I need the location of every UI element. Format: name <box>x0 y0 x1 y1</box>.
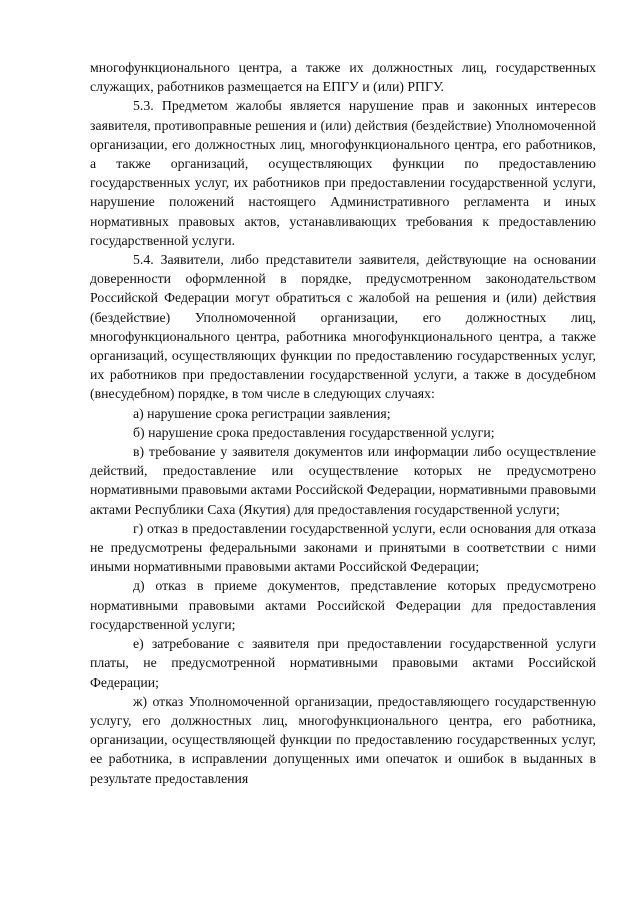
list-item-e: е) затребование с заявителя при предоставлении государственной услуги платы, не предусмотренной нормативными правовыми актами Российской Федерации; <box>90 636 596 690</box>
list-item-zh: ж) отказ Уполномоченной организации, предоставляющего государственную услугу, его должностных лиц, многофункционального центра, его работника, организации, осуществляющей функции по предоставлению государственных услуг, ее работника, в исправлении допущенных ими опечаток и ошибок в выданных в результате предоставления <box>90 693 596 786</box>
paragraph-5-4: 5.4. Заявители, либо представители заявителя, действующие на основании доверенности оформленной в порядке, предусмотренном законодательством Российской Федерации могут обратиться с жалобой на решения и (или) действия (бездействие) Уполномоченной организации, его должностных лиц, многофункционального центра, работника многофункционального центра, а также организаций, осуществляющих функции по предоставлению государственных услуг, их работников при предоставлении государственной услуги, а также в досудебном (внесудебном) порядке, в том числе в следующих случаях: <box>90 252 596 402</box>
list-item-a: а) нарушение срока регистрации заявления; <box>133 405 391 421</box>
paragraph-continuation: многофункционального центра, а также их должностных лиц, государственных служащих, работников размещается на ЕПГУ и (или) РПГУ. <box>90 60 596 95</box>
document-page <box>90 58 596 788</box>
list-item-b: б) нарушение срока предоставления государственной услуги; <box>133 424 495 440</box>
paragraph-5-3: 5.3. Предметом жалобы является нарушение прав и законных интересов заявителя, противоправные решения и (или) действия (бездействие) Уполномоченной организации, его должностных лиц, многофункционального центра, его работников, а также организаций, осуществляющих функции по предоставлению государственных услуг, их работников при предоставлении государственной услуги, нарушение положений настоящего Административного регламента и иных нормативных правовых актов, устанавливающих требования к предоставлению государственной услуги. <box>90 98 596 248</box>
list-item-d: д) отказ в приеме документов, представление которых предусмотрено нормативными правовыми актами Российской Федерации для предоставления государственной услуги; <box>90 578 596 632</box>
list-item-v: в) требование у заявителя документов или информации либо осуществление действий, предоставление или осуществление которых не предусмотрено нормативными правовыми актами Российской Федерации, нормативными правовыми актами Республики Саха (Якутия) для предоставления государственной услуги; <box>90 444 596 517</box>
list-item-g: г) отказ в предоставлении государственной услуги, если основания для отказа не предусмотрены федеральными законами и принятыми в соответствии с ними иными нормативными правовыми актами Российской Федерации; <box>90 520 596 575</box>
